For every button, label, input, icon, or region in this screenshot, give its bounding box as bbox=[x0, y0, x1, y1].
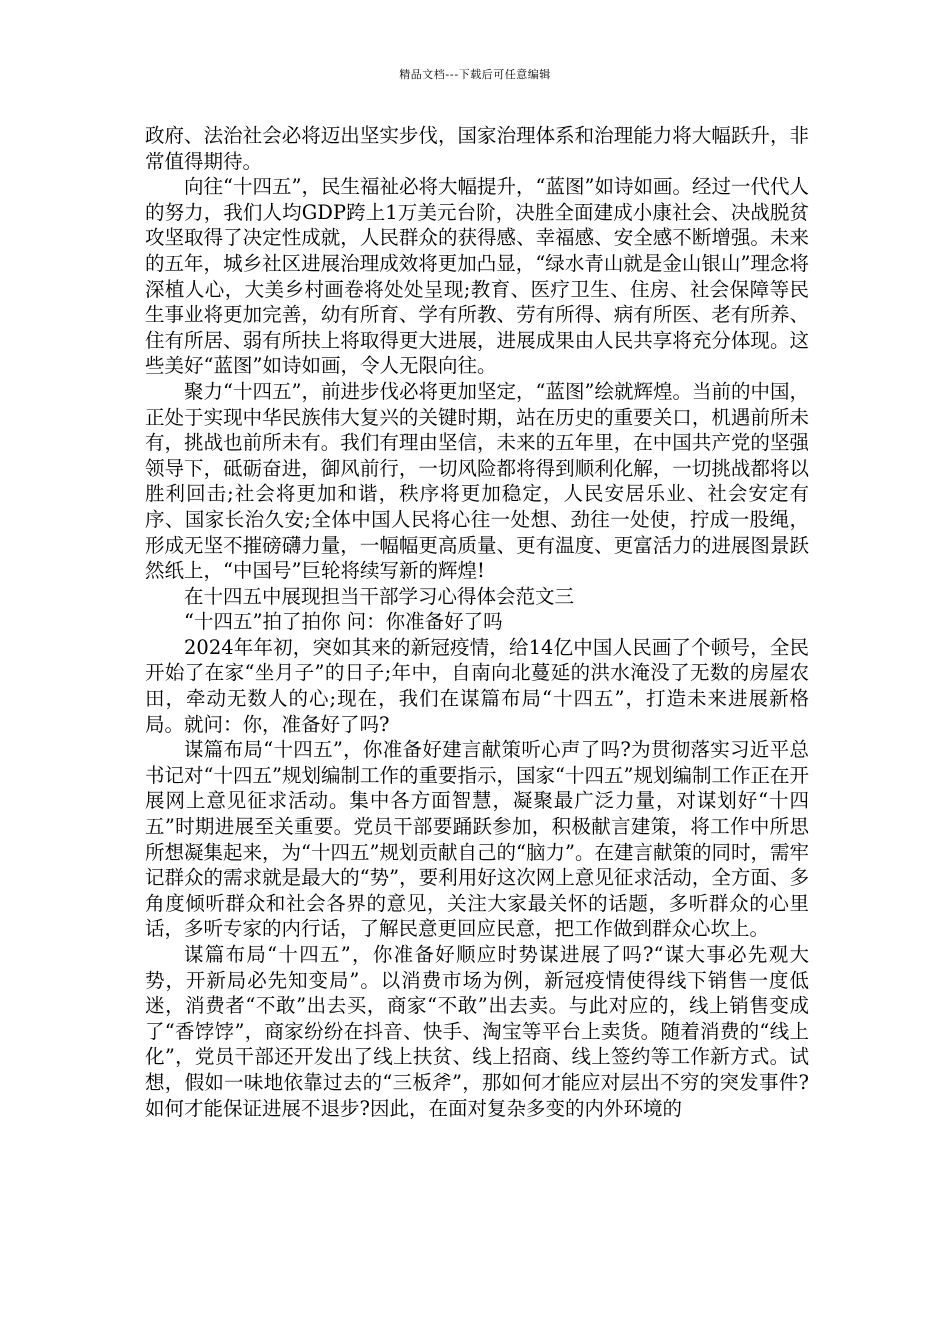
paragraph-intro: 2024年年初，突如其来的新冠疫情，给14亿中国人民画了个顿号，全民开始了在家“坐月子”的日子;年中，自南向北蔓延的洪水淹没了无数的房屋农田，牵动无数人的心;现在，我们在谋篇布局“十四五”，打造未来进展新格局。就问：你，准备好了吗? bbox=[145, 635, 809, 736]
paragraph-continuation: 政府、法治社会必将迈出坚实步伐，国家治理体系和治理能力将大幅跃升，非常值得期待。 bbox=[145, 124, 809, 173]
page-header: 精品文档---下载后可任意编辑 bbox=[399, 68, 551, 81]
paragraph-trends: 谋篇布局“十四五”，你准备好顺应时势谋进展了吗?“谋大事必先观大势，开新局必先知变局”。以消费市场为例，新冠疫情使得线下销售一度低迷，消费者“不敢”出去买，商家“不敢”出去卖。与此对应的，线上销售变成了“香饽饽”，商家纷纷在抖音、快手、淘宝等平台上卖货。随着消费的“线上化”，党员干部还开发出了线上扶贫、线上招商、线上签约等工作新方式。试想，假如一味地依靠过去的“三板斧”，那如何才能应对层出不穷的突发事件?如何才能保证进展不退步?因此，在面对复杂多变的内外环境的 bbox=[145, 943, 809, 1120]
paragraph-livelihood: 向往“十四五”，民生福祉必将大幅提升，“蓝图”如诗如画。经过一代代人的努力，我们人均GDP跨上1万美元台阶，决胜全面建成小康社会、决战脱贫攻坚取得了决定性成就，人民群众的获得感、幸福感、安全感不断增强。未来的五年，城乡社区进展治理成效将更加凸显，“绿水青山就是金山银山”理念将深植人心，大美乡村画卷将处处呈现;教育、医疗卫生、住房、社会保障等民生事业将更加完善，幼有所育、学有所教、劳有所得、病有所医、老有所养、住有所居、弱有所扶上将取得更大进展，进展成果由人民共享将充分体现。这些美好“蓝图”如诗如画，令人无限向往。 bbox=[145, 175, 809, 378]
paragraph-suggestions: 谋篇布局“十四五”，你准备好建言献策听心声了吗?为贯彻落实习近平总书记对“十四五”规划编制工作的重要指示，国家“十四五”规划编制工作正在开展网上意见征求活动。集中各方面智慧，凝聚最广泛力量，对谋划好“十四五”时期进展至关重要。党员干部要踊跃参加，积极献言建策，将工作中所思所想凝集起来，为“十四五”规划贡献自己的“脑力”。在建言献策的同时，需牢记群众的需求就是最大的“势”，要利用好这次网上意见征求活动，全方面、多角度倾听群众和社会各界的意见，关注大家最关怀的话题，多听群众的心里话，多听专家的内行话，了解民意更回应民意，把工作做到群众心坎上。 bbox=[145, 738, 809, 941]
paragraph-progress: 聚力“十四五”，前进步伐必将更加坚定，“蓝图”绘就辉煌。当前的中国，正处于实现中华民族伟大复兴的关键时期，站在历史的重要关口，机遇前所未有，挑战也前所未有。我们有理由坚信，未来的五年里，在中国共产党的坚强领导下，砥砺奋进，御风前行，一切风险都将得到顺利化解，一切挑战都将以胜利回击;社会将更加和谐，秩序将更加稳定，人民安居乐业、社会安定有序、国家长治久安;全体中国人民将心往一处想、劲往一处使，拧成一股绳，形成无坚不摧磅礴力量，一幅幅更高质量、更有温度、更富活力的进展图景跃然纸上，“中国号”巨轮将续写新的辉煌! bbox=[145, 379, 809, 583]
document-body bbox=[145, 123, 809, 1121]
section-title: 在十四五中展现担当干部学习心得体会范文三 bbox=[184, 584, 575, 608]
section-subtitle: “十四五”拍了拍你 问：你准备好了吗 bbox=[184, 610, 503, 634]
